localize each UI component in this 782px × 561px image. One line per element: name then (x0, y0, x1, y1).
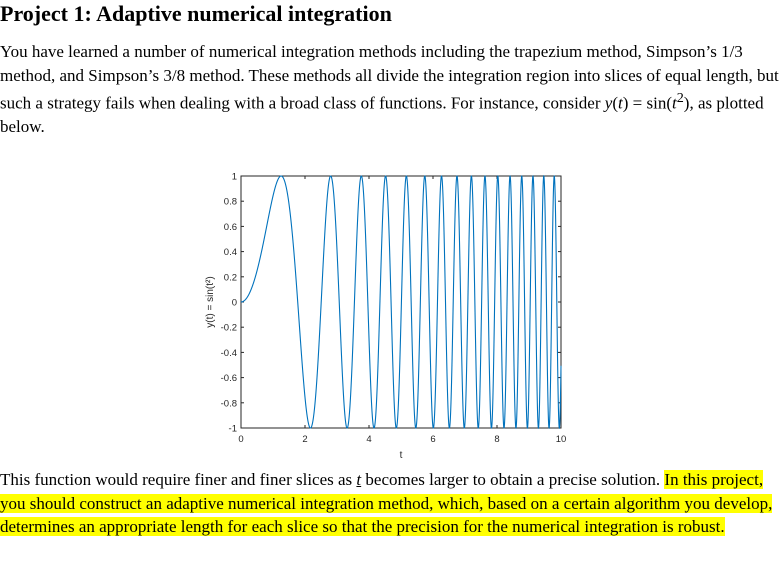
y-tick-label: -0.8 (220, 398, 237, 410)
x-tick-label: 4 (366, 434, 372, 445)
function-arg: t (617, 93, 623, 113)
function-lhs: y (604, 93, 613, 113)
x-tick-label: 8 (494, 434, 500, 445)
y-tick-label: 0 (231, 297, 237, 309)
intro-text: You have learned a number of numerical integration methods including the trapezium method, Simpson’s 1/3 method, and Simpson’s 3/8 method. These methods all divide the integration region into slices of equal length, but such a strategy fails when dealing with a broad class of functions. For instance, consider (0, 42, 779, 113)
y-tick-label: 0.8 (223, 196, 237, 208)
y-tick-label: 0.4 (223, 247, 237, 259)
function-exponent: 2 (676, 90, 684, 106)
outro-paragraph (0, 468, 775, 539)
x-axis-label: t (399, 450, 403, 460)
y-tick-label: 0.6 (223, 221, 237, 233)
page-title: Project 1: Adaptive numerical integration (0, 1, 392, 26)
y-tick-label: 1 (231, 171, 237, 183)
plot-figure (195, 168, 575, 465)
x-tick-label: 6 (430, 434, 436, 445)
x-tick-label: 2 (302, 434, 308, 445)
y-tick-label: 0.2 (223, 272, 237, 284)
variable-t: t (356, 470, 362, 489)
intro-paragraph: You have learned a number of numerical integration methods including the trapezium method, Simpson’s 1/3 method, and Simpson’s 3/8 method. These methods all divide the integration region into slices of equal length, but such a strategy fails when dealing with a broad class of functions. For instance, consider $y(t) = \sin(t^2)$, as plotted below. (0, 42, 779, 137)
y-tick-label: -0.4 (220, 347, 237, 359)
highlighted-text: In this project, you should construct an adaptive numerical integration method, which, based on a certain algorithm you develop, determines an appropriate length for each slice so that the precision for the numerical integration is robust. (0, 470, 773, 536)
function-eq: = sin( (628, 93, 672, 113)
x-tick-label: 0 (238, 434, 244, 445)
y-tick-label: -1 (228, 423, 237, 435)
outro-text-2: becomes larger to obtain a precise solution. (361, 470, 665, 489)
function-var: t (671, 93, 677, 113)
outro-text: This function would require finer and finer slices as (0, 470, 357, 489)
sine-chart (195, 168, 575, 460)
y-axis-label: y(t) = sin(t²) (205, 276, 216, 328)
x-tick-label: 10 (555, 434, 567, 445)
function-close: ), as plotted below. (0, 93, 764, 137)
y-tick-label: -0.6 (220, 373, 237, 385)
y-tick-label: -0.2 (220, 322, 237, 334)
